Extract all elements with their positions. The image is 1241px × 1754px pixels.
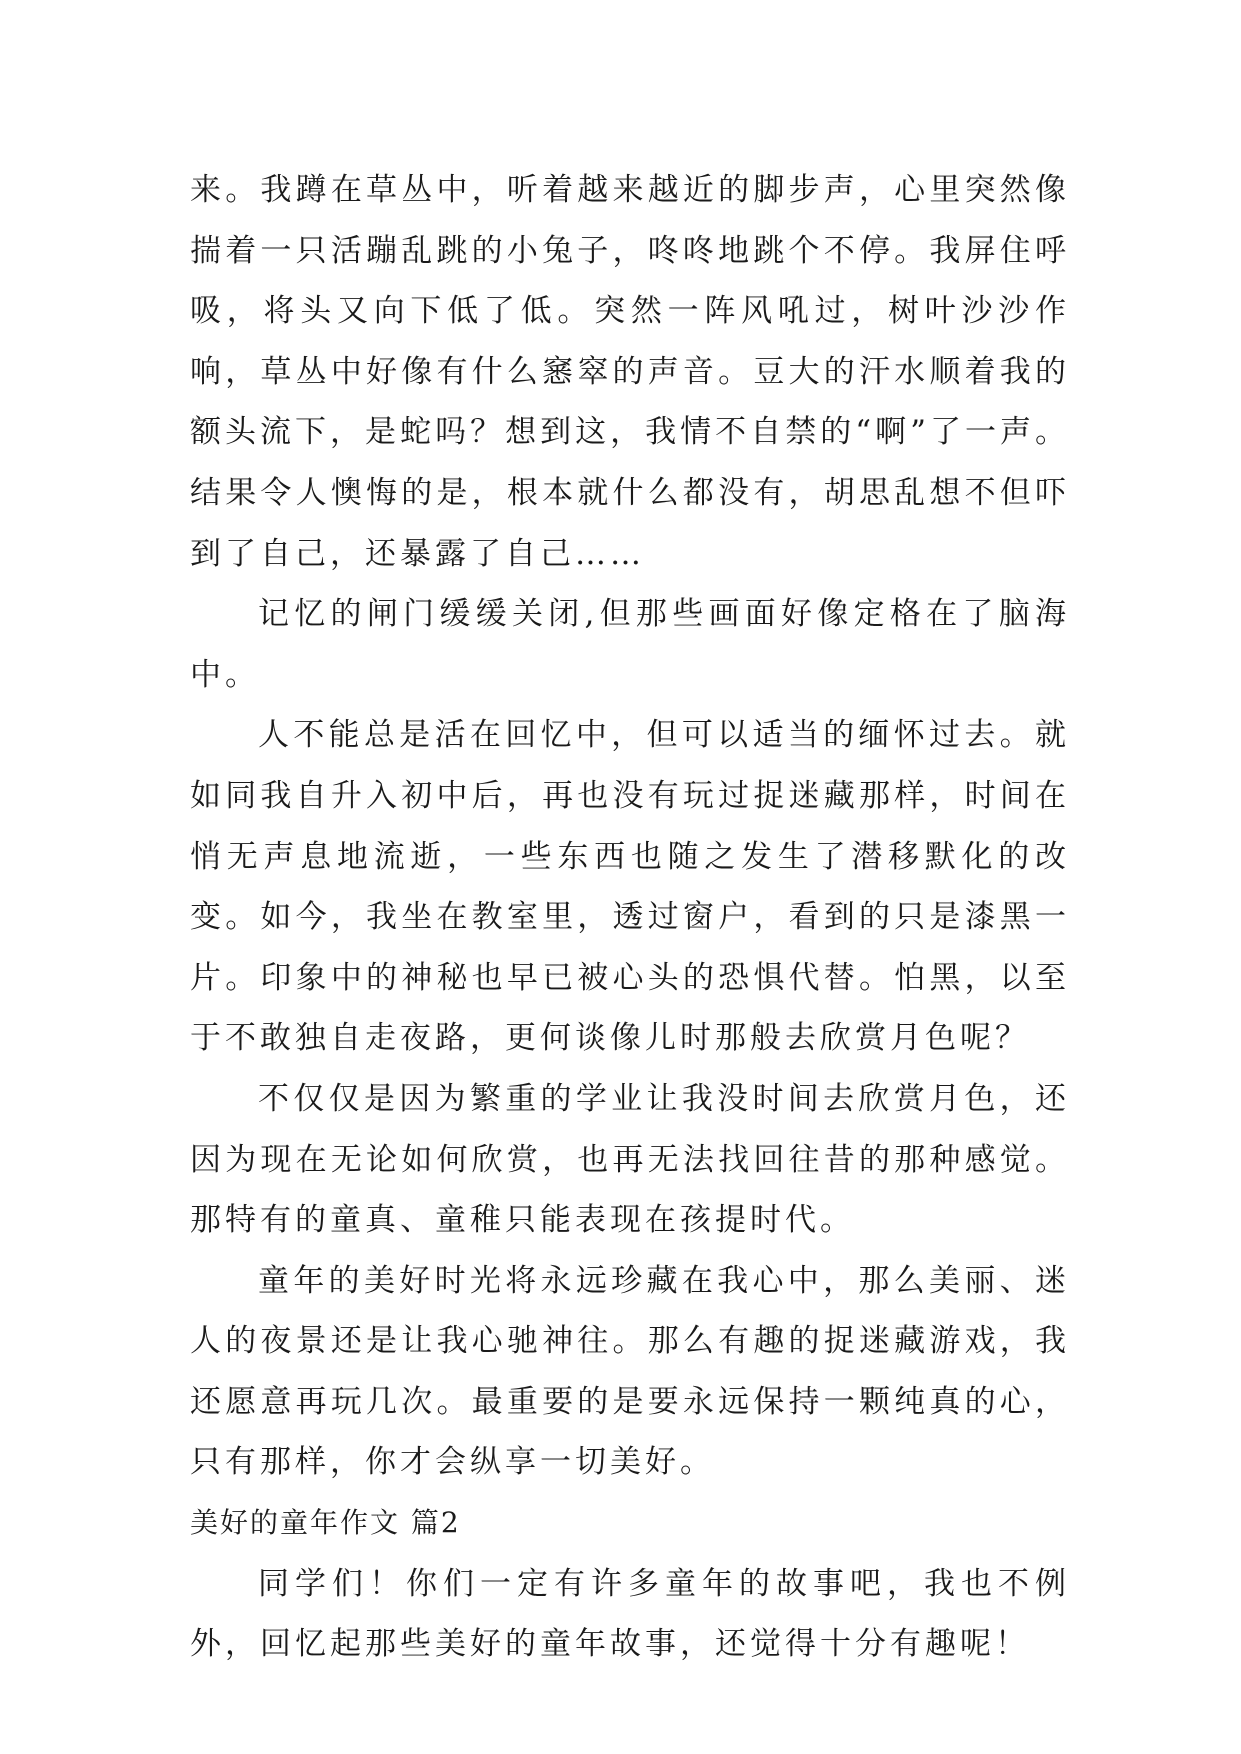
- paragraph-continued: 来。我蹲在草丛中，听着越来越近的脚步声，心里突然像揣着一只活蹦乱跳的小兔子，咚咚地跳个不停。我屏住呼吸，将头又向下低了低。突然一阵风吼过，树叶沙沙作响，草丛中好像有什么窸窣的声音。豆大的汗水顺着我的额头流下，是蛇吗？想到这，我情不自禁的“啊”了一声。结果令人懊悔的是，根本就什么都没有，胡思乱想不但吓到了自己，还暴露了自己……: [190, 172, 1070, 572]
- section-heading: 美好的童年作文 篇2: [190, 1506, 461, 1540]
- paragraph-reflection: 人不能总是活在回忆中，但可以适当的缅怀过去。就如同我自升入初中后，再也没有玩过捉迷藏那样，时间在悄无声息地流逝，一些东西也随之发生了潜移默化的改变。如今，我坐在教室里，透过窗户，看到的只是漆黑一片。印象中的神秘也早已被心头的恐惧代替。怕黑，以至于不敢独自走夜路，更何谈像儿时那般去欣赏月色呢？: [190, 717, 1070, 1057]
- document-body: [190, 160, 1070, 1675]
- paragraph-memory: 记忆的闸门缓缓关闭,但那些画面好像定格在了脑海中。: [190, 596, 1070, 693]
- paragraph-conclusion: 童年的美好时光将永远珍藏在我心中，那么美丽、迷人的夜景还是让我心驰神往。那么有趣的捉迷藏游戏，我还愿意再玩几次。最重要的是要永远保持一颗纯真的心，只有那样，你才会纵享一切美好。: [190, 1262, 1070, 1481]
- paragraph-intro-part2: 同学们！你们一定有许多童年的故事吧，我也不例外，回忆起那些美好的童年故事，还觉得十分有趣呢！: [190, 1565, 1070, 1663]
- paragraph-moonlight: 不仅仅是因为繁重的学业让我没时间去欣赏月色，还因为现在无论如何欣赏，也再无法找回往昔的那种感觉。那特有的童真、童稚只能表现在孩提时代。: [190, 1080, 1070, 1239]
